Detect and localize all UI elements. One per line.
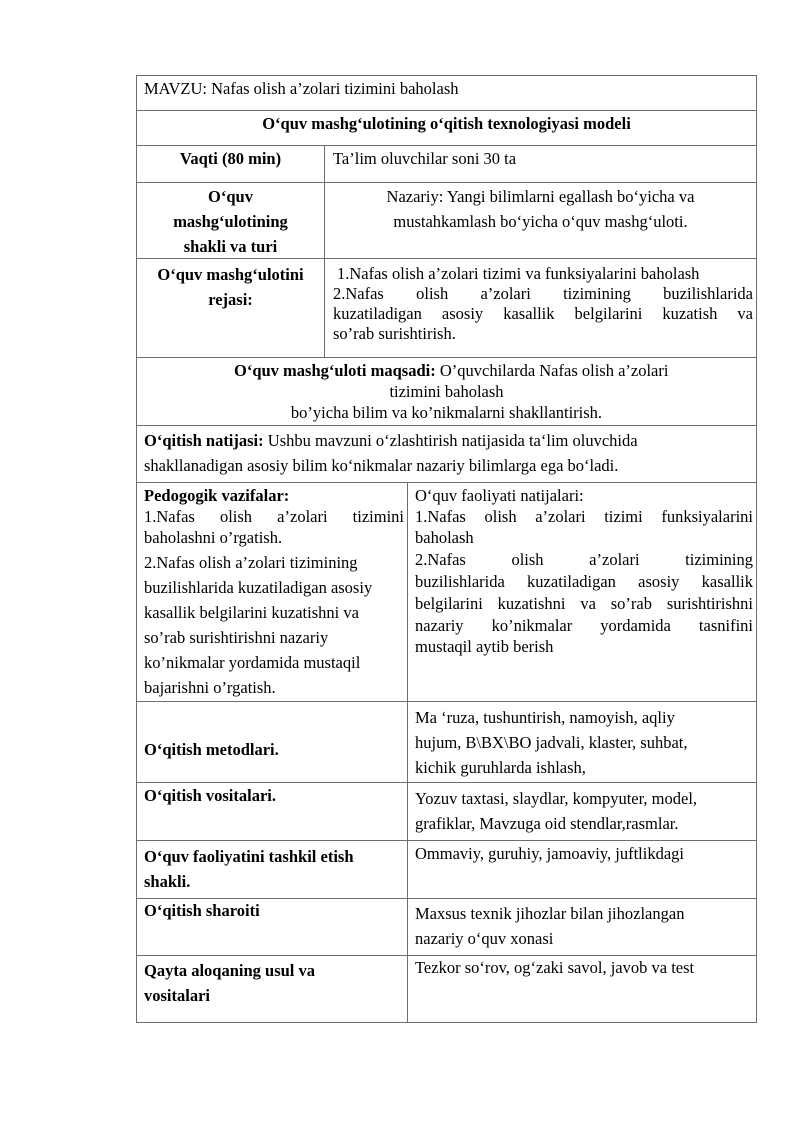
result-text: Ushbu mavzuni o‘zlashtirish natijasida ta‘lim oluvchida — [263, 431, 638, 450]
org-value: Ommaviy, guruhiy, jamoaviy, juftlikdagi — [415, 844, 684, 863]
time-value: Ta’lim oluvchilar soni 30 ta — [333, 149, 517, 168]
outcomes-line: mustaqil aytib berish — [415, 637, 554, 656]
result-label: O‘qitish natijasi: — [144, 431, 264, 450]
methods-value-line: kichik guruhlarda ishlash, — [415, 758, 586, 777]
conditions-value-line: Maxsus texnik jihozlar bilan jihozlangan — [415, 904, 685, 923]
tools-value-line: Yozuv taxtasi, slaydlar, kompyuter, model, — [415, 789, 698, 808]
plan-label-line: O‘quv mashg‘ulotini — [157, 265, 304, 284]
feedback-label-line: vositalari — [144, 986, 210, 1005]
form-value-line: Nazariy: Yangi bilimlarni egallash bo‘yicha va — [386, 187, 695, 206]
methods-value-line: Ma ‘ruza, tushuntirish, namoyish, aqliy — [415, 708, 675, 727]
tasks-title: Pedogogik vazifalar: — [144, 486, 290, 505]
plan-value-line: so’rab surishtirish. — [333, 324, 456, 343]
goal-label: O‘quv mashg‘uloti maqsadi: — [234, 361, 436, 380]
outcomes-title: O‘quv faoliyati natijalari: — [415, 486, 584, 505]
plan-value-line: kuzatiladigan asosiy kasallik belgilarini kuzatish va — [333, 304, 753, 323]
form-label-line: O‘quv — [208, 187, 253, 206]
goal-line-3: bo’yicha bilim va ko’nikmalarni shakllantirish. — [290, 403, 603, 422]
goal-text: O’quvchilarda Nafas olish a’zolari — [435, 361, 669, 380]
tasks-line: 2.Nafas olish a’zolari tizimining — [144, 553, 358, 572]
tasks-line: baholashni o’rgatish. — [144, 528, 283, 547]
model-title: O‘quv mashg‘ulotining o‘qitish texnologiyasi modeli — [262, 114, 631, 133]
plan-value-line: 2.Nafas olish a’zolari tizimining buzilishlarida — [333, 284, 753, 303]
tasks-line: so’rab surishtirishni nazariy — [144, 628, 329, 647]
plan-label-line: rejasi: — [208, 290, 253, 309]
org-label-line: O‘quv faoliyatini tashkil etish — [144, 847, 354, 866]
tasks-line: kasallik belgilarini kuzatishni va — [144, 603, 359, 622]
methods-value-line: hujum, B\BX\BO jadvali, klaster, suhbat, — [415, 733, 688, 752]
time-label: Vaqti (80 min) — [179, 149, 282, 168]
form-value-line: mustahkamlash bo‘yicha o‘quv mashg‘uloti. — [393, 212, 688, 231]
conditions-value-line: nazariy o‘quv xonasi — [415, 929, 554, 948]
outcomes-line: nazariy ko’nikmalar yordamida tasnifini — [415, 616, 753, 635]
outcomes-line: 1.Nafas olish a’zolari tizimi funksiyalarini — [415, 507, 753, 526]
tasks-line: 1.Nafas olish a’zolari tizimini — [144, 507, 404, 526]
result-line-1 — [144, 428, 638, 453]
plan-value-line: 1.Nafas olish a’zolari tizimi va funksiyalarini baholash — [337, 264, 700, 283]
org-label-line: shakli. — [144, 872, 191, 891]
form-label-line: shakli va turi — [183, 237, 278, 256]
tools-label: O‘qitish vositalari. — [144, 786, 277, 805]
outcomes-line: buzilishlarida kuzatiladigan asosiy kasallik — [415, 572, 753, 591]
goal-line-1 — [234, 361, 668, 381]
feedback-label-line: Qayta aloqaning usul va — [144, 961, 316, 980]
goal-line-2: tizimini baholash — [389, 382, 504, 401]
result-line-2: shakllanadigan asosiy bilim ko‘nikmalar nazariy bilimlarga ega bo‘ladi. — [144, 456, 619, 475]
outcomes-line: belgilarini kuzatishni va so’rab surishtirishni — [415, 594, 753, 613]
outcomes-line: 2.Nafas olish a’zolari tizimining — [415, 550, 753, 569]
outcomes-line: baholash — [415, 528, 474, 547]
conditions-label: O‘qitish sharoiti — [144, 901, 260, 920]
methods-label: O‘qitish metodlari. — [144, 740, 279, 759]
form-label-line: mashg‘ulotining — [173, 212, 288, 231]
tasks-line: bajarishni o’rgatish. — [144, 678, 276, 697]
tasks-line: ko’nikmalar yordamida mustaqil — [144, 653, 361, 672]
tools-value-line: grafiklar, Mavzuga oid stendlar,rasmlar. — [415, 814, 679, 833]
topic-text: MAVZU: Nafas olish a’zolari tizimini baholash — [144, 79, 459, 98]
tasks-line: buzilishlarida kuzatiladigan asosiy — [144, 578, 373, 597]
feedback-value: Tezkor so‘rov, og‘zaki savol, javob va test — [415, 958, 695, 977]
